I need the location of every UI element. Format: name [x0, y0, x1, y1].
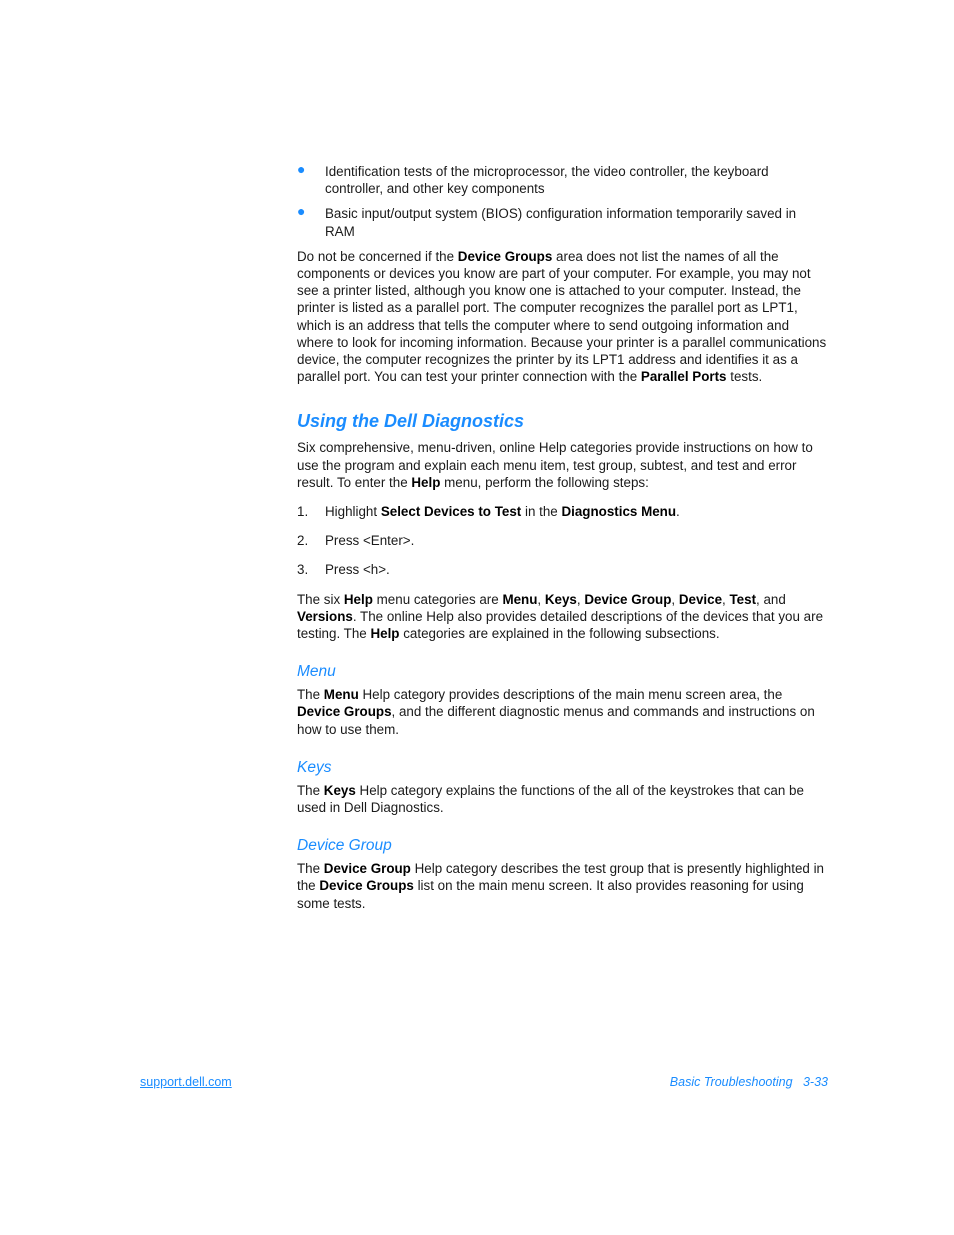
step-item: 2. Press <Enter>.	[297, 533, 415, 549]
bullet-text: Basic input/output system (BIOS) configuration information temporarily saved in RAM	[325, 206, 797, 239]
page-footer	[670, 1074, 828, 1091]
bullet-icon: ●	[297, 203, 306, 220]
bullet-icon: ●	[297, 161, 306, 177]
categories-paragraph: The six Help menu categories are Menu, Keys, Device Group, Device, Test, and Versions. The online Help also provides detailed descriptions of the devices that you are testing. The Help categories are explained in the following subsections.	[297, 591, 824, 642]
step-number: 3.	[297, 562, 309, 578]
intro-paragraph: Do not be concerned if the Device Groups area does not list the names of all the components or devices you know are part of your computer. For example, you may not see a printer listed, although you know one is attached to your computer. Instead, the printer is listed as a parallel port. The computer recognizes the parallel port as LPT1, which is an address that tells the computer where to send outgoing information and where to look for incoming information. Because your printer is a parallel communications device, the computer recognizes the printer by its LPT1 address and identifies it as a parallel port. You can test your printer connection with the Parallel Ports tests.	[297, 248, 827, 385]
device-group-paragraph: The Device Group Help category describes the test group that is presently highlighted in the Device Groups list on the main menu screen. It also provides reasoning for using some tests.	[297, 861, 824, 911]
step-item: 1. Highlight Select Devices to Test in the Diagnostics Menu.	[297, 504, 680, 520]
chapter-title: Basic Troubleshooting	[669, 1075, 793, 1089]
menu-paragraph: The Menu Help category provides descriptions of the main menu screen area, the Device Groups, and the different diagnostic menus and commands and instructions on how to use them.	[297, 687, 815, 737]
steps-list	[297, 503, 829, 579]
bullet-text: Identification tests of the microprocessor, the video controller, the keyboard controller, and other key components	[325, 164, 769, 197]
menu-heading: Menu	[297, 663, 336, 681]
step-item: 3. Press <h>.	[297, 562, 390, 578]
bullet-item	[297, 163, 829, 197]
page-number: 3-33	[802, 1075, 828, 1089]
bullet-item	[297, 205, 829, 239]
support-link[interactable]: support.dell.com	[140, 1075, 232, 1089]
device-group-heading: Device Group	[297, 837, 392, 855]
keys-paragraph: The Keys Help category explains the functions of the all of the keystrokes that can be used in Dell Diagnostics.	[297, 782, 804, 816]
step-number: 1.	[297, 504, 309, 520]
section-heading: Using the Dell Diagnostics	[297, 411, 525, 432]
keys-heading: Keys	[297, 758, 332, 776]
page-content	[297, 163, 829, 924]
section-intro-paragraph: Six comprehensive, menu-driven, online Help categories provide instructions on how to use the program and explain each menu item, test group, subtest, and test and error result. To enter the Help menu, perform the following steps:	[297, 440, 813, 490]
bullet-list	[297, 163, 829, 240]
step-number: 2.	[297, 533, 309, 549]
